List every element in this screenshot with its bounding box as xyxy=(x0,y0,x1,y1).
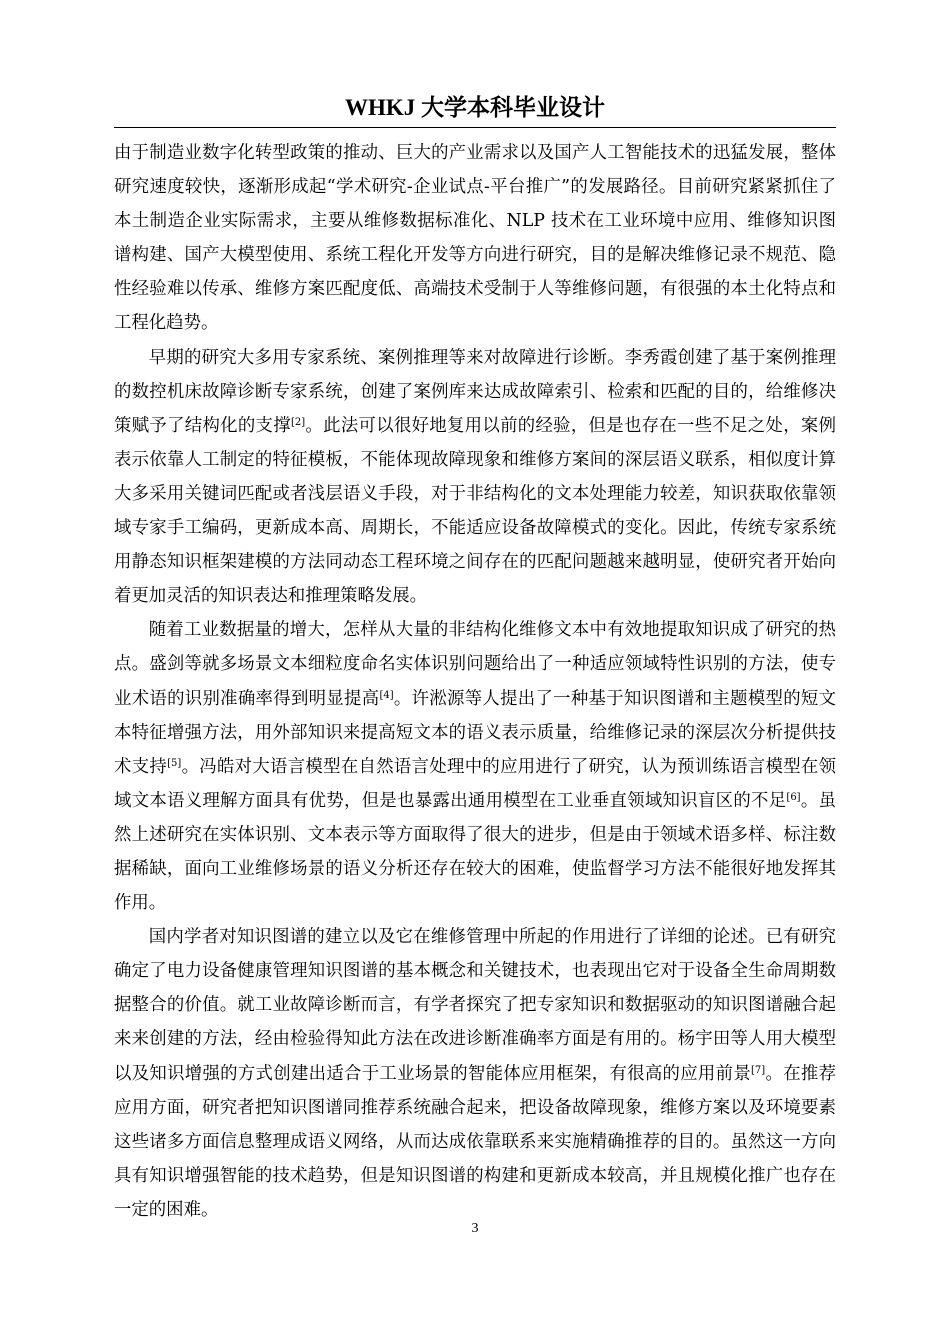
paragraph-text: 。许淞源等人提出了一种基于知识图谱和主题模型的短文本特征增强方法，用外部知识来提高短文本的语义表示质量，给维修记录的深层次分析提供技术支持 xyxy=(114,688,836,777)
citation-reference: [5] xyxy=(167,757,182,769)
paragraph-text: 早期的研究大多用专家系统、案例推理等来对故障进行诊断。李秀霞创建了基于案例推理的数控机床故障诊断专家系统，创建了案例库来达成故障索引、检索和匹配的目的，给维修决策赋予了结构化的支撑 xyxy=(114,347,836,436)
paragraph-text: 。此法可以很好地复用以前的经验，但是也存在一些不足之处，案例表示依靠人工制定的特征模板，不能体现故障现象和维修方案间的深层语义联系，相似度计算大多采用关键词匹配或者浅层语义手段，对于非结构化的文本处理能力较差，知识获取依靠领域专家手工编码，更新成本高、周期长，不能适应设备故障模式的变化。因此，传统专家系统用静态知识框架建模的方法同动态工程环境之间存在的匹配问题越来越明显，使研究者开始向着更加灵活的知识表达和推理策略发展。 xyxy=(114,415,836,607)
body-paragraph xyxy=(114,613,836,920)
body-text xyxy=(114,136,836,1227)
citation-reference: [7] xyxy=(751,1064,766,1076)
paragraph-text: 。在推荐应用方面，研究者把知识图谱同推荐系统融合起来，把设备故障现象，维修方案以及环境要素这些诸多方面信息整理成语义网络，从而达成依靠联系来实施精确推荐的目的。虽然这一方向具有知识增强智能的技术趋势，但是知识图谱的构建和更新成本较高，并且规模化推广也存在一定的困难。 xyxy=(114,1063,836,1220)
page-header-title: WHKJ 大学本科毕业设计 xyxy=(344,95,606,120)
paragraph-text: 国内学者对知识图谱的建立以及它在维修管理中所起的作用进行了详细的论述。已有研究确定了电力设备健康管理知识图谱的基本概念和关键技术，也表现出它对于设备全生命周期数据整合的价值。就工业故障诊断而言，有学者探究了把专家知识和数据驱动的知识图谱融合起来来创建的方法，经由检验得知此方法在改进诊断准确率方面是有用的。杨宇田等人用大模型以及知识增强的方式创建出适合于工业场景的智能体应用框架，有很高的应用前景 xyxy=(114,927,836,1084)
citation-reference: [2] xyxy=(290,416,306,428)
paragraph-text: 随着工业数据量的增大，怎样从大量的非结构化维修文本中有效地提取知识成了研究的热点。盛剑等就多场景文本细粒度命名实体识别问题给出了一种适应领域特性识别的方法，使专业术语的识别准确率得到明显提高 xyxy=(114,620,836,709)
citation-reference: [6] xyxy=(786,791,801,803)
page-number: 3 xyxy=(471,1221,479,1236)
paragraph-text: 由于制造业数字化转型政策的推动、巨大的产业需求以及国产人工智能技术的迅猛发展，整体研究速度较快，逐渐形成起“学术研究-企业试点-平台推广”的发展路径。目前研究紧紧抓住了本土制造企业实际需求，主要从维修数据标准化、NLP 技术在工业环境中应用、维修知识图谱构建、国产大模型使用、系统工程化开发等方向进行研究，目的是解决维修记录不规范、隐性经验难以传承、维修方案匹配度低、高端技术受制于人等维修问题，有很强的本土化特点和工程化趋势。 xyxy=(114,143,836,334)
body-paragraph xyxy=(114,341,836,614)
body-paragraph xyxy=(114,136,836,341)
citation-reference: [4] xyxy=(379,689,394,701)
paragraph-text: 。冯皓对大语言模型在自然语言处理中的应用进行了研究，认为预训练语言模型在领域文本语义理解方面具有优势，但是也暴露出通用模型在工业垂直领域知识盲区的不足 xyxy=(114,756,836,811)
paragraph-text: 。虽然上述研究在实体识别、文本表示等方面取得了很大的进步，但是由于领域术语多样、标注数据稀缺，面向工业维修场景的语义分析还存在较大的困难，使监督学习方法不能很好地发挥其作用。 xyxy=(114,790,836,914)
body-paragraph xyxy=(114,920,836,1227)
header-divider xyxy=(114,127,836,128)
